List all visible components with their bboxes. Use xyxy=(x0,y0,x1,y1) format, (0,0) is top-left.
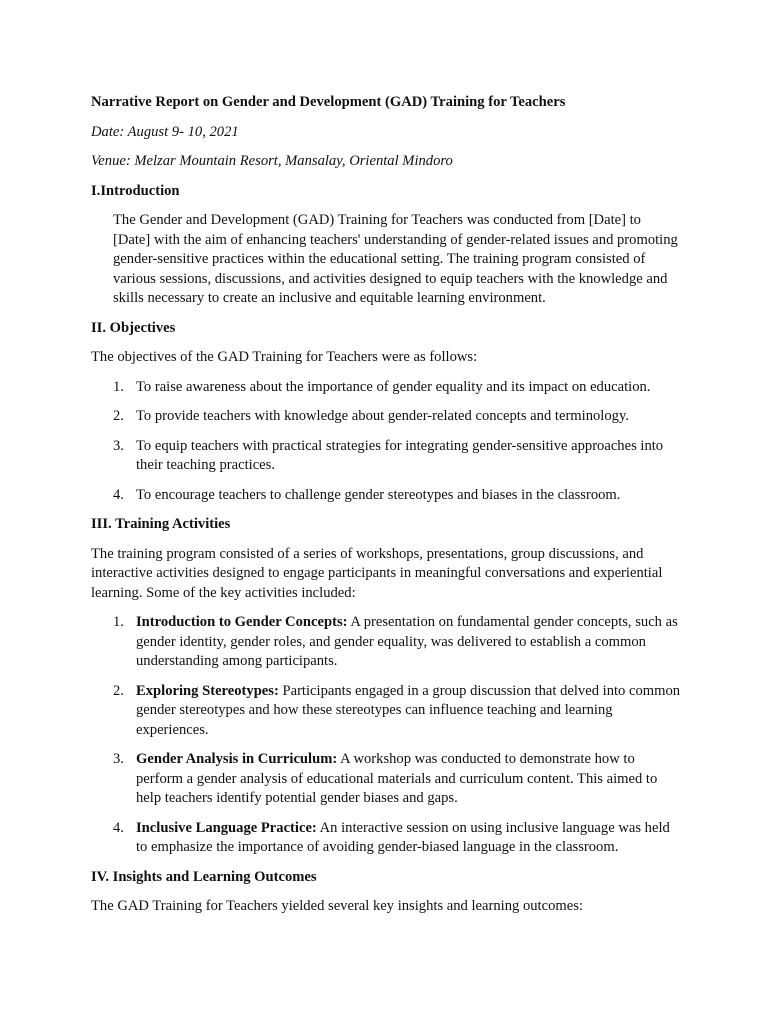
list-item xyxy=(91,486,681,506)
objectives-lead: The objectives of the GAD Training for Teachers were as follows: xyxy=(91,349,478,365)
list-item-number: 3. xyxy=(113,437,124,454)
list-item-label: Gender Analysis in Curriculum: xyxy=(136,751,338,767)
list-item-text: Participants engaged in a group discussion that delved into common gender stereotypes and how these stereotypes can influence teaching and learning experiences. xyxy=(136,682,681,738)
introduction-text: The Gender and Development (GAD) Training for Teachers was conducted from [Date] to [Date] with the aim of enhancing teachers' understanding of gender-related issues and promoting gender-sensitive practices within the educational setting. The training program consisted of various sessions, discussions, and activities designed to equip teachers with the knowledge and skills necessary to create an inclusive and equitable learning environment. xyxy=(113,212,678,306)
list-item xyxy=(91,819,681,858)
list-item xyxy=(91,682,681,741)
list-item-label: Exploring Stereotypes: xyxy=(136,682,279,699)
list-item-number: 2. xyxy=(113,408,124,424)
document-title: Narrative Report on Gender and Development (GAD) Training for Teachers xyxy=(91,94,566,110)
list-item-text: To raise awareness about the importance of gender equality and its impact on education. xyxy=(136,378,651,395)
insights-heading: IV. Insights and Learning Outcomes xyxy=(91,868,317,885)
list-item xyxy=(91,613,681,672)
list-item-number: 3. xyxy=(113,751,124,767)
list-item-text: To equip teachers with practical strategies for integrating gender-sensitive approaches into their teaching practices. xyxy=(136,437,664,473)
document-page xyxy=(91,93,681,927)
list-item xyxy=(91,750,681,809)
objectives-list xyxy=(91,378,681,506)
introduction-heading: I.Introduction xyxy=(91,182,180,199)
document-venue: Venue: Melzar Mountain Resort, Mansalay, Oriental Mindoro xyxy=(91,153,453,169)
list-item-label: Inclusive Language Practice: xyxy=(136,819,317,836)
objectives-heading: II. Objectives xyxy=(91,319,176,336)
list-item-number: 4. xyxy=(113,819,124,836)
activities-heading: III. Training Activities xyxy=(91,516,231,532)
activities-list xyxy=(91,613,681,858)
list-item-text: A presentation on fundamental gender concepts, such as gender identity, gender roles, and gender equality, was delivered to establish a common understanding among participants. xyxy=(136,614,678,669)
list-item-text: An interactive session on using inclusive language was held to emphasize the importance of avoiding gender-biased language in the classroom. xyxy=(136,819,670,855)
activities-lead: The training program consisted of a series of workshops, presentations, group discussions, and interactive activities designed to engage participants in meaningful conversations and experiential learning. Some of the key activities included: xyxy=(91,545,663,601)
document-date: Date: August 9- 10, 2021 xyxy=(91,123,239,140)
insights-lead: The GAD Training for Teachers yielded several key insights and learning outcomes: xyxy=(91,898,583,914)
list-item-number: 2. xyxy=(113,682,124,699)
list-item-text: A workshop was conducted to demonstrate how to perform a gender analysis of educational materials and curriculum content. This aimed to help teachers identify potential gender biases and gaps. xyxy=(136,751,658,806)
list-item-number: 1. xyxy=(113,378,124,395)
list-item-text: To encourage teachers to challenge gender stereotypes and biases in the classroom. xyxy=(136,486,621,503)
list-item xyxy=(91,407,681,427)
list-item-text: To provide teachers with knowledge about gender-related concepts and terminology. xyxy=(136,408,629,424)
list-item xyxy=(91,378,681,398)
list-item-number: 1. xyxy=(113,614,124,630)
list-item xyxy=(91,437,681,476)
list-item-label: Introduction to Gender Concepts: xyxy=(136,614,348,630)
list-item-number: 4. xyxy=(113,486,124,503)
